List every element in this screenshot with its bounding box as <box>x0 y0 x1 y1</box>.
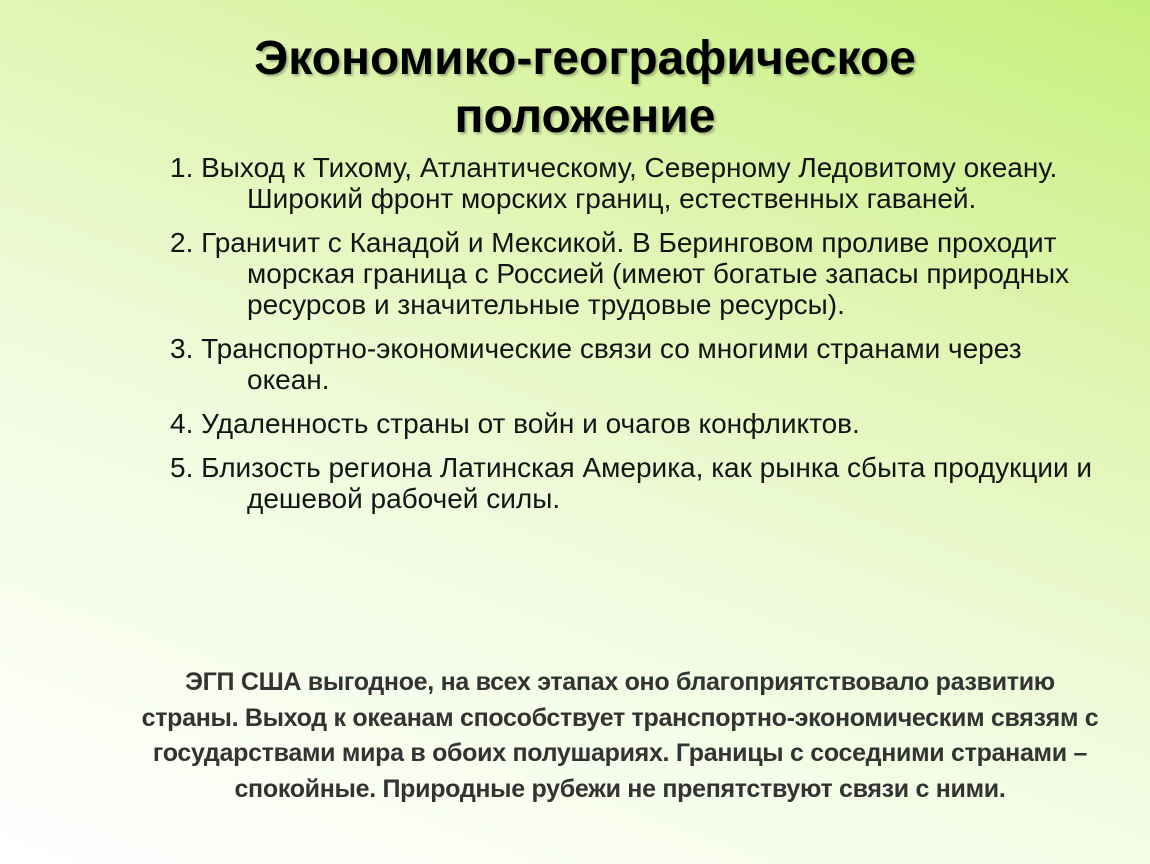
slide-title <box>60 30 1110 146</box>
list-item: 2. Граничит с Канадой и Мексикой. В Беринговом проливе проходит морская граница с Россией (имеют богатые запасы природных ресурсов и значительные трудовые ресурсы). <box>170 227 1070 320</box>
list-item: 4. Удаленность страны от войн и очагов конфликтов. <box>170 408 860 439</box>
list-item: 1. Выход к Тихому, Атлантическому, Северному Ледовитому океану. Широкий фронт морских границ, естественных гаваней. <box>170 152 1058 214</box>
title-line-2: положение <box>454 90 716 143</box>
list-item: 5. Близость региона Латинская Америка, как рынка сбыта продукции и дешевой рабочей силы. <box>170 452 1093 514</box>
list-item: 3. Транспортно-экономические связи со многими странами через океан. <box>170 333 1022 395</box>
summary-text: ЭГП США выгодное, на всех этапах оно благоприятствовало развитию страны. Выход к океанам способствует транспортно-экономическим связям с государствами мира в обоих полушариях. Границы с соседними странами – спокойные. Природные рубежи не препятствуют связи с ними. <box>141 668 1099 803</box>
points-list <box>170 152 1095 527</box>
title-line-1: Экономико-географическое <box>254 32 916 85</box>
